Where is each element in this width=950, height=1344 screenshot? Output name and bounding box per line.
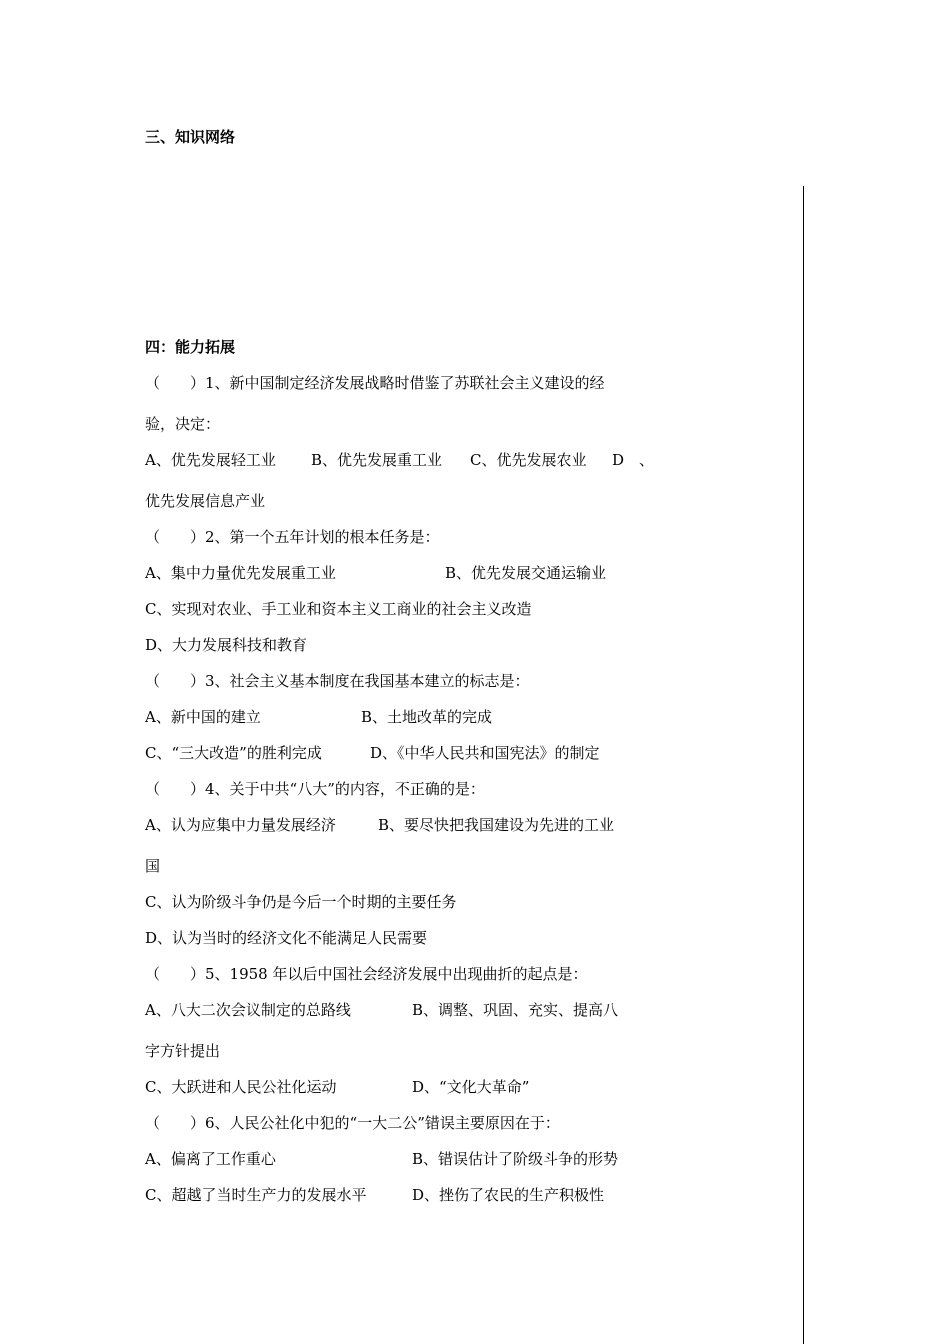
question-4-option-d: D、认为当时的经济文化不能满足人民需要 xyxy=(145,929,428,947)
question-2-option-d: D、大力发展科技和教育 xyxy=(145,636,308,654)
question-1-stem-cont: 验，决定： xyxy=(145,415,221,433)
question-1-option-c: C、优先发展农业 xyxy=(470,451,587,469)
question-5-option-a: A、八大二次会议制定的总路线 xyxy=(145,1001,351,1019)
margin-rule xyxy=(803,186,804,1344)
question-1-option-d-cont: 优先发展信息产业 xyxy=(145,492,266,510)
question-6-option-a: A、偏离了工作重心 xyxy=(145,1150,276,1168)
question-5-option-b-cont: 字方针提出 xyxy=(145,1042,221,1060)
question-3-option-c: C、“三大改造”的胜利完成 xyxy=(145,744,322,762)
question-3-option-a: A、新中国的建立 xyxy=(145,708,261,726)
question-5-option-c: C、大跃进和人民公社化运动 xyxy=(145,1078,337,1096)
question-3-option-d: D、《中华人民共和国宪法》的制定 xyxy=(370,744,600,762)
question-4-stem: （ ）4、关于中共“八大”的内容，不正确的是： xyxy=(145,780,485,798)
question-1-option-a: A、优先发展轻工业 xyxy=(145,451,276,469)
question-6-stem: （ ）6、人民公社化中犯的“一大二公”错误主要原因在于： xyxy=(145,1114,560,1132)
question-2-stem: （ ）2、第一个五年计划的根本任务是： xyxy=(145,528,440,546)
question-5-stem: （ ）5、1958 年以后中国社会经济发展中出现曲折的起点是： xyxy=(145,965,588,983)
question-6-option-d: D、挫伤了农民的生产积极性 xyxy=(412,1186,605,1204)
question-5-option-b: B、调整、巩固、充实、提高八 xyxy=(412,1001,619,1019)
question-5-option-d: D、“文化大革命” xyxy=(412,1078,530,1096)
question-3-option-b: B、土地改革的完成 xyxy=(361,708,493,726)
question-4-option-b: B、要尽快把我国建设为先进的工业 xyxy=(378,816,615,834)
question-6-option-b: B、错误估计了阶级斗争的形势 xyxy=(412,1150,619,1168)
question-4-option-b-cont: 国 xyxy=(145,857,161,875)
question-2-option-c: C、实现对农业、手工业和资本主义工商业的社会主义改造 xyxy=(145,600,532,618)
section-4-heading: 四：能力拓展 xyxy=(145,338,236,356)
question-2-option-a: A、集中力量优先发展重工业 xyxy=(145,564,336,582)
question-4-option-c: C、认为阶级斗争仍是今后一个时期的主要任务 xyxy=(145,893,457,911)
question-6-option-c: C、超越了当时生产力的发展水平 xyxy=(145,1186,367,1204)
question-1-option-d: D 、 xyxy=(612,451,655,469)
question-4-option-a: A、认为应集中力量发展经济 xyxy=(145,816,336,834)
question-1-option-b: B、优先发展重工业 xyxy=(311,451,443,469)
section-3-heading: 三、知识网络 xyxy=(145,128,236,146)
question-2-option-b: B、优先发展交通运输业 xyxy=(445,564,607,582)
question-1-stem: （ ）1、新中国制定经济发展战略时借鉴了苏联社会主义建设的经 xyxy=(145,374,605,392)
question-3-stem: （ ）3、社会主义基本制度在我国基本建立的标志是： xyxy=(145,672,530,690)
